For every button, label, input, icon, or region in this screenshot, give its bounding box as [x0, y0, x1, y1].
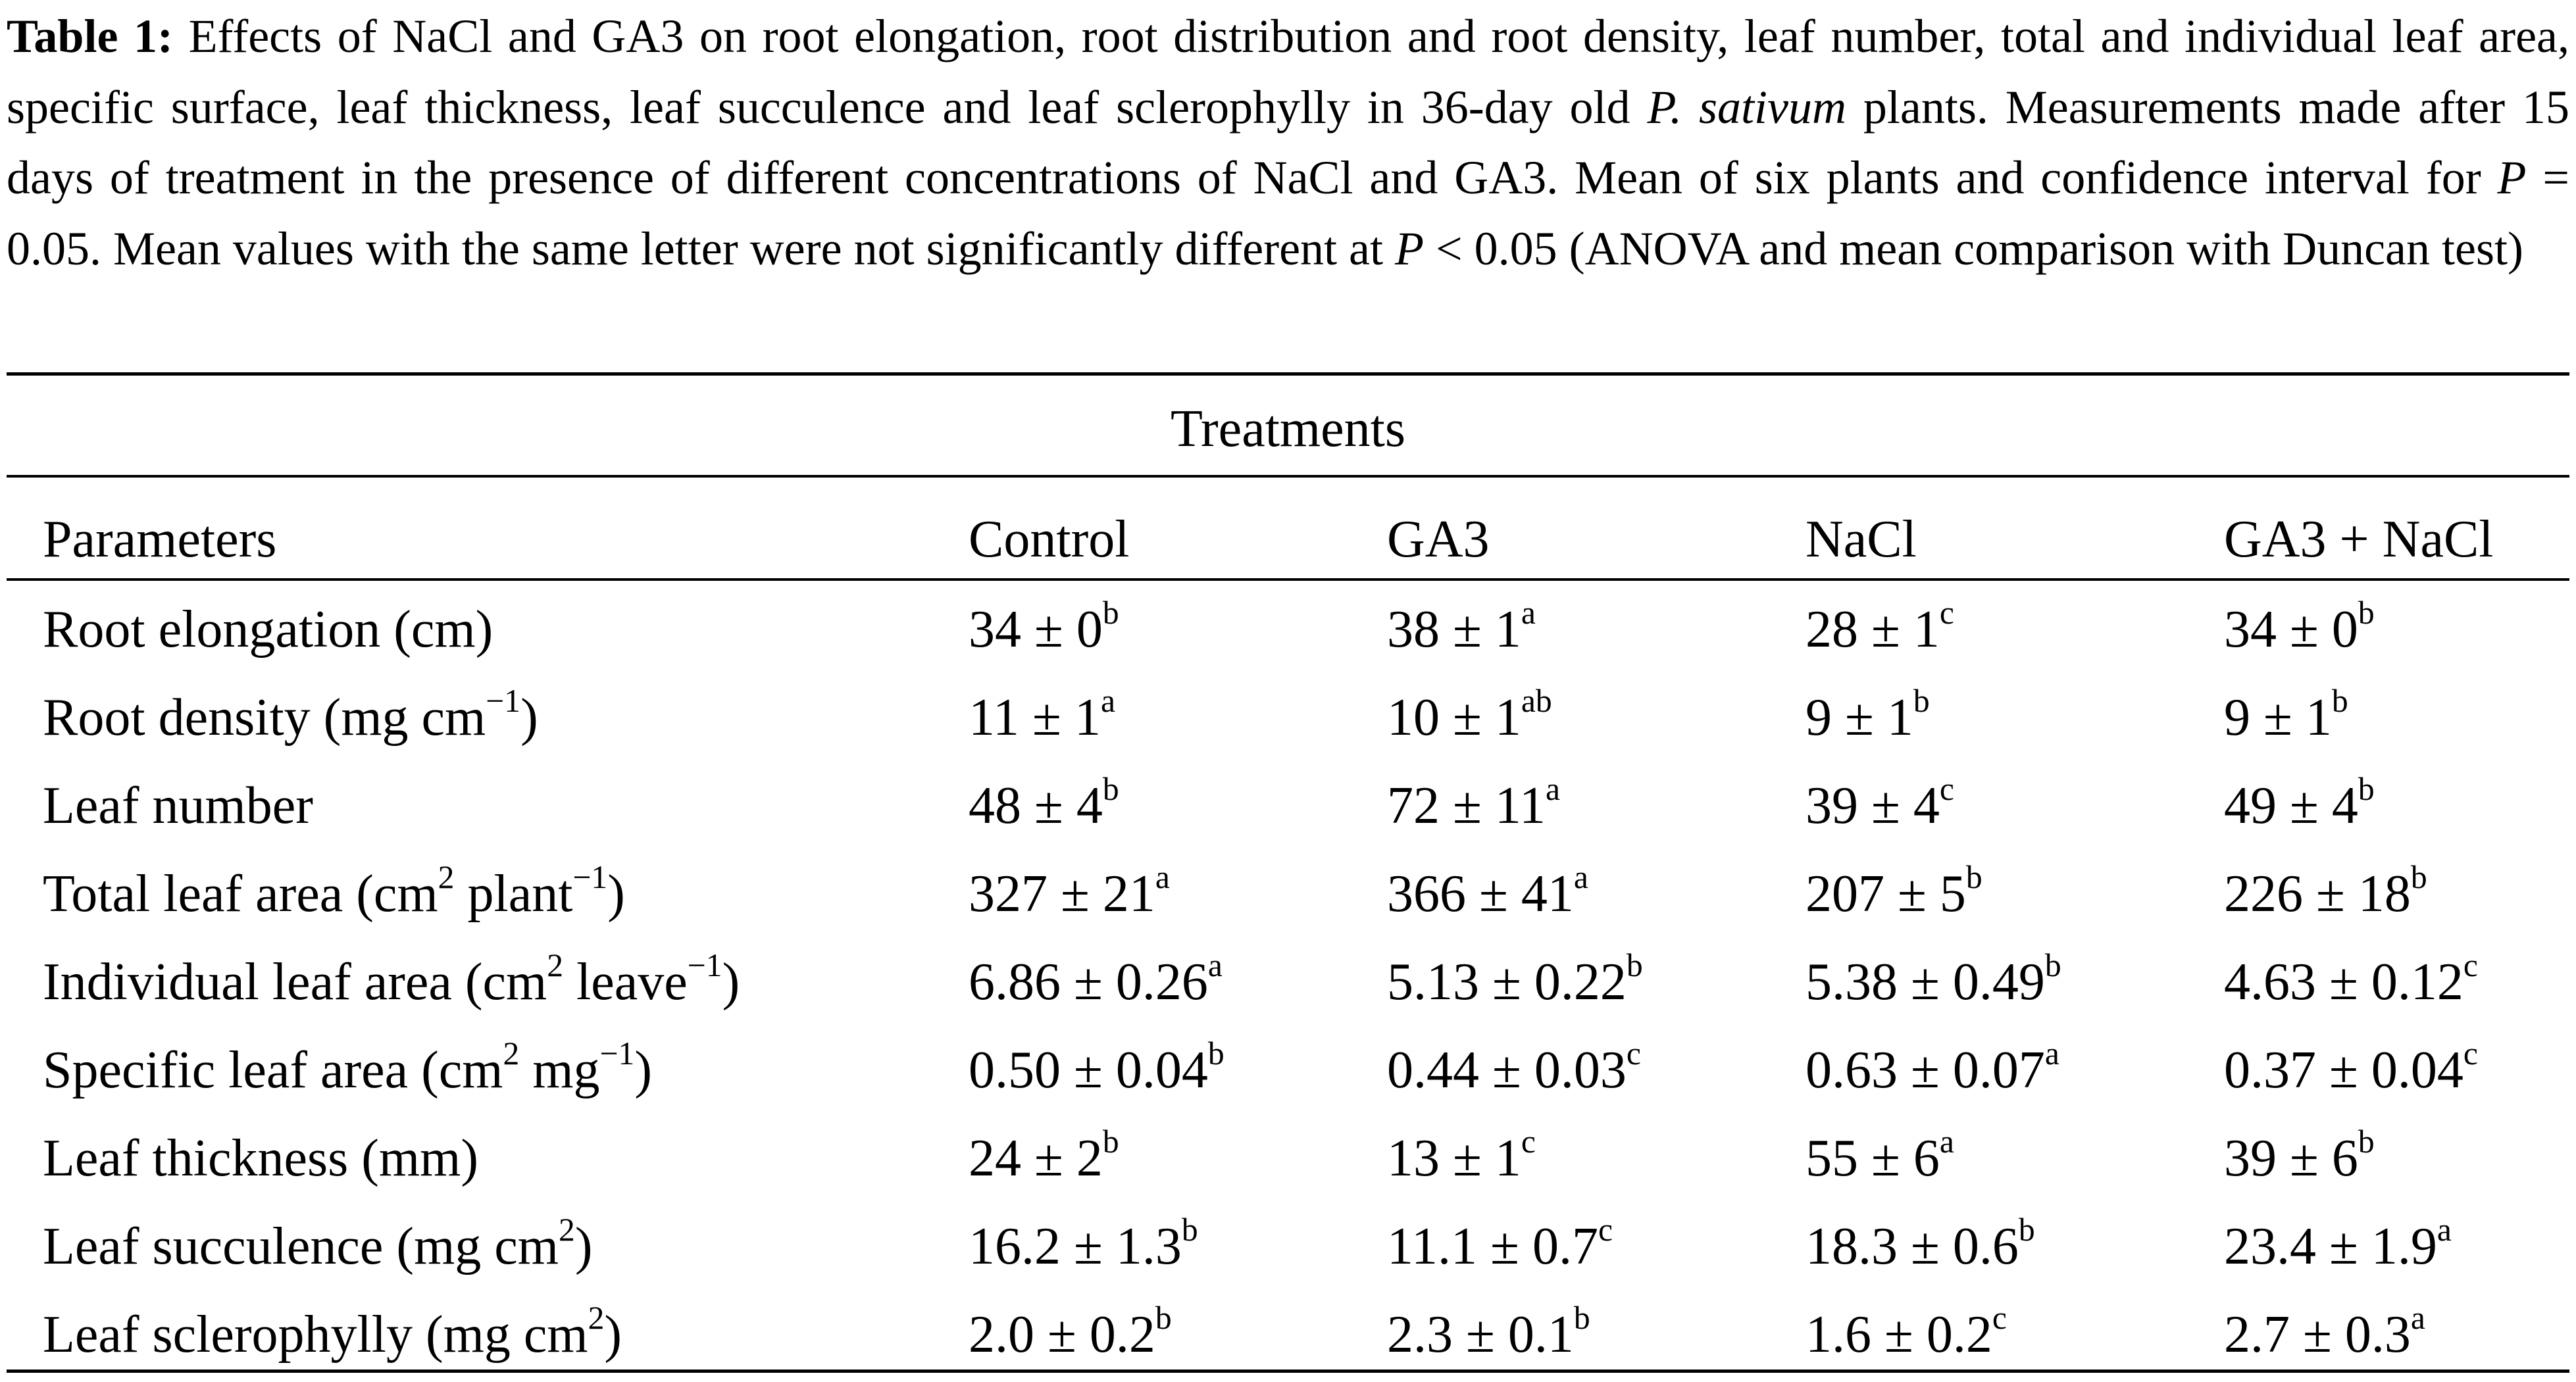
mean-value: 4.63 ± 0.12 — [2224, 953, 2463, 1011]
mean-value: 9 ± 1 — [1806, 689, 1913, 747]
parameter-text: Leaf number — [43, 777, 313, 835]
column-header-ga3-nacl: GA3 + NaCl — [2224, 510, 2494, 568]
mean-value: 2.3 ± 0.1 — [1387, 1306, 1574, 1364]
significance-letter: b — [1573, 1299, 1590, 1336]
parameter-cell — [43, 773, 313, 839]
parameter-text: leave — [563, 953, 688, 1011]
value-cell-ga3 — [1387, 682, 1552, 751]
value-cell-ga3-nacl — [2224, 682, 2348, 751]
value-cell-nacl — [1806, 770, 1954, 839]
significance-letter: b — [2358, 770, 2375, 807]
value-cell-ga3-nacl — [2224, 1125, 2375, 1191]
value-cell-control — [969, 682, 1115, 751]
mean-value: 366 ± 41 — [1387, 865, 1574, 923]
parameter-text: Leaf succulence (mg cm — [43, 1218, 559, 1275]
significance-letter: b — [1965, 858, 1983, 895]
caption-label: Table 1: — [7, 10, 173, 62]
value-cell-ga3 — [1387, 1125, 1536, 1191]
parameter-unit-exponent: 2 — [547, 947, 564, 983]
mean-value: 5.13 ± 0.22 — [1387, 953, 1627, 1011]
value-cell-control — [969, 1299, 1172, 1368]
table-top-rule — [7, 372, 2569, 376]
value-cell-control — [969, 594, 1119, 662]
mean-value: 11.1 ± 0.7 — [1387, 1218, 1598, 1275]
significance-letter: a — [1545, 770, 1560, 807]
mean-value: 1.6 ± 0.2 — [1806, 1306, 1992, 1364]
value-cell-ga3-nacl — [2224, 858, 2427, 927]
parameter-text: Individual leaf area (cm — [43, 953, 547, 1011]
mean-value: 10 ± 1 — [1387, 689, 1521, 747]
value-cell-nacl — [1806, 594, 1954, 662]
significance-letter: b — [1626, 947, 1643, 983]
mean-value: 34 ± 0 — [969, 601, 1103, 658]
value-cell-ga3-nacl — [2224, 1211, 2452, 1279]
value-cell-ga3 — [1387, 949, 1643, 1015]
value-cell-ga3 — [1387, 770, 1560, 839]
table-bottom-rule — [7, 1370, 2569, 1373]
significance-letter: b — [1913, 682, 1930, 719]
value-cell-control — [969, 1037, 1225, 1103]
significance-letter: b — [2018, 1211, 2035, 1248]
mean-value: 207 ± 5 — [1806, 865, 1966, 923]
value-cell-ga3 — [1387, 594, 1536, 662]
significance-letter: b — [2331, 682, 2348, 719]
significance-letter: c — [1598, 1211, 1613, 1248]
value-cell-control — [969, 770, 1119, 839]
mean-value: 38 ± 1 — [1387, 601, 1521, 658]
value-cell-nacl — [1806, 682, 1930, 751]
value-cell-ga3-nacl — [2224, 770, 2375, 839]
mean-value: 226 ± 18 — [2224, 865, 2411, 923]
significance-letter: a — [1939, 1123, 1954, 1160]
significance-letter: ab — [1521, 682, 1552, 719]
parameter-text: ) — [574, 1218, 593, 1275]
parameter-unit-exponent: −1 — [572, 858, 608, 895]
value-cell-ga3-nacl — [2224, 949, 2478, 1015]
significance-letter: b — [1102, 770, 1119, 807]
column-header-ga3: GA3 — [1387, 510, 1490, 568]
value-cell-ga3-nacl — [2224, 1299, 2425, 1368]
parameter-cell — [43, 682, 538, 751]
significance-letter: b — [1102, 594, 1119, 631]
mean-value: 18.3 ± 0.6 — [1806, 1218, 2019, 1275]
significance-letter: c — [1939, 594, 1954, 631]
significance-letter: c — [1992, 1299, 2007, 1336]
significance-letter: c — [1521, 1123, 1536, 1160]
caption-text: Effects of NaCl and GA3 on root elongation, root distribution and root density, leaf number, total and individual leaf area, specific surface, leaf thickness, leaf succulence and leaf sclerophylly in 36-day old — [7, 10, 2569, 134]
mean-value: 13 ± 1 — [1387, 1129, 1521, 1187]
value-cell-ga3 — [1387, 858, 1588, 927]
parameter-cell — [43, 1299, 622, 1368]
value-cell-nacl — [1806, 858, 1983, 927]
significance-letter: b — [2410, 858, 2427, 895]
parameter-text: mg — [519, 1041, 600, 1099]
significance-letter: a — [2044, 1035, 2059, 1072]
significance-letter: b — [2044, 947, 2061, 983]
significance-letter: b — [2358, 594, 2375, 631]
significance-letter: b — [1207, 1035, 1225, 1072]
parameter-text: ) — [722, 953, 740, 1011]
value-cell-nacl — [1806, 1299, 2007, 1368]
mean-value: 11 ± 1 — [969, 689, 1101, 747]
significance-letter: a — [1521, 594, 1536, 631]
parameter-cell — [43, 858, 625, 927]
significance-letter: a — [2410, 1299, 2425, 1336]
parameter-text: Root density (mg cm — [43, 689, 486, 747]
value-cell-ga3-nacl — [2224, 594, 2375, 662]
mean-value: 39 ± 4 — [1806, 777, 1940, 835]
significance-letter: b — [2358, 1123, 2375, 1160]
significance-letter: c — [2463, 947, 2478, 983]
caption-text: < 0.05 (ANOVA and mean comparison with Duncan test) — [1424, 222, 2523, 275]
significance-letter: a — [2437, 1211, 2452, 1248]
significance-letter: a — [1573, 858, 1588, 895]
parameter-text: plant — [454, 865, 573, 923]
species-name: P. sativum — [1647, 80, 1846, 134]
significance-letter: b — [1102, 1123, 1119, 1160]
value-cell-ga3 — [1387, 1037, 1641, 1103]
mean-value: 23.4 ± 1.9 — [2224, 1218, 2437, 1275]
mean-value: 0.37 ± 0.04 — [2224, 1041, 2463, 1099]
column-header-control: Control — [969, 510, 1130, 568]
mean-value: 48 ± 4 — [969, 777, 1103, 835]
mean-value: 49 ± 4 — [2224, 777, 2358, 835]
group-header-rule — [7, 475, 2569, 478]
caption-text: plants. Measurements made after 15 days of treatment in the presence of different concentrations of NaCl and GA3. Mean of six plants and confidence interval for — [7, 80, 2569, 204]
table-caption — [7, 1, 2569, 284]
value-cell-nacl — [1806, 1211, 2035, 1279]
p-symbol: P — [2497, 151, 2527, 204]
significance-letter: a — [1100, 682, 1115, 719]
mean-value: 0.44 ± 0.03 — [1387, 1041, 1627, 1099]
significance-letter: a — [1155, 858, 1170, 895]
parameter-text: ) — [607, 865, 625, 923]
header-rule — [7, 578, 2569, 581]
parameter-unit-exponent: 2 — [588, 1299, 605, 1336]
mean-value: 55 ± 6 — [1806, 1129, 1940, 1187]
parameter-unit-exponent: −1 — [687, 947, 722, 983]
parameter-cell — [43, 949, 740, 1015]
significance-letter: c — [2463, 1035, 2478, 1072]
significance-letter: c — [1939, 770, 1954, 807]
parameter-unit-exponent: −1 — [486, 682, 521, 719]
mean-value: 2.7 ± 0.3 — [2224, 1306, 2411, 1364]
significance-letter: b — [1181, 1211, 1198, 1248]
treatments-group-header: Treatments — [1170, 400, 1406, 458]
value-cell-nacl — [1806, 1125, 1954, 1191]
mean-value: 39 ± 6 — [2224, 1129, 2358, 1187]
value-cell-control — [969, 858, 1170, 927]
mean-value: 16.2 ± 1.3 — [969, 1218, 1182, 1275]
mean-value: 28 ± 1 — [1806, 601, 1940, 658]
mean-value: 0.50 ± 0.04 — [969, 1041, 1208, 1099]
parameter-text: Root elongation (cm) — [43, 601, 493, 658]
parameter-cell — [43, 1037, 652, 1103]
mean-value: 34 ± 0 — [2224, 601, 2358, 658]
parameter-text: ) — [604, 1306, 622, 1364]
mean-value: 24 ± 2 — [969, 1129, 1103, 1187]
value-cell-control — [969, 1125, 1119, 1191]
significance-letter: c — [1626, 1035, 1641, 1072]
value-cell-ga3 — [1387, 1299, 1590, 1368]
p-symbol: P — [1395, 222, 1424, 275]
parameter-cell — [43, 1125, 478, 1191]
parameter-unit-exponent: −1 — [599, 1035, 635, 1072]
mean-value: 5.38 ± 0.49 — [1806, 953, 2045, 1011]
mean-value: 0.63 ± 0.07 — [1806, 1041, 2045, 1099]
mean-value: 9 ± 1 — [2224, 689, 2332, 747]
value-cell-ga3 — [1387, 1211, 1613, 1279]
mean-value: 327 ± 21 — [969, 865, 1155, 923]
value-cell-control — [969, 1211, 1198, 1279]
value-cell-control — [969, 949, 1223, 1015]
value-cell-nacl — [1806, 1037, 2059, 1103]
mean-value: 72 ± 11 — [1387, 777, 1546, 835]
significance-letter: a — [1207, 947, 1223, 983]
mean-value: 2.0 ± 0.2 — [969, 1306, 1155, 1364]
parameter-text: ) — [634, 1041, 652, 1099]
parameter-text: Leaf sclerophylly (mg cm — [43, 1306, 588, 1364]
significance-letter: b — [1155, 1299, 1172, 1336]
column-header-parameters: Parameters — [43, 510, 277, 568]
parameter-unit-exponent: 2 — [503, 1035, 520, 1072]
parameter-unit-exponent: 2 — [559, 1211, 575, 1248]
parameter-text: Leaf thickness (mm) — [43, 1129, 478, 1187]
value-cell-nacl — [1806, 949, 2061, 1015]
caption-text: = 0.05. Mean values with the same letter were not significantly different at — [7, 151, 2569, 275]
parameter-cell — [43, 597, 493, 662]
value-cell-ga3-nacl — [2224, 1037, 2478, 1103]
parameter-text: Total leaf area (cm — [43, 865, 438, 923]
column-header-nacl: NaCl — [1806, 510, 1917, 568]
parameter-unit-exponent: 2 — [438, 858, 455, 895]
parameter-text: Specific leaf area (cm — [43, 1041, 503, 1099]
parameter-text: ) — [520, 689, 538, 747]
parameter-cell — [43, 1211, 593, 1279]
mean-value: 6.86 ± 0.26 — [969, 953, 1208, 1011]
